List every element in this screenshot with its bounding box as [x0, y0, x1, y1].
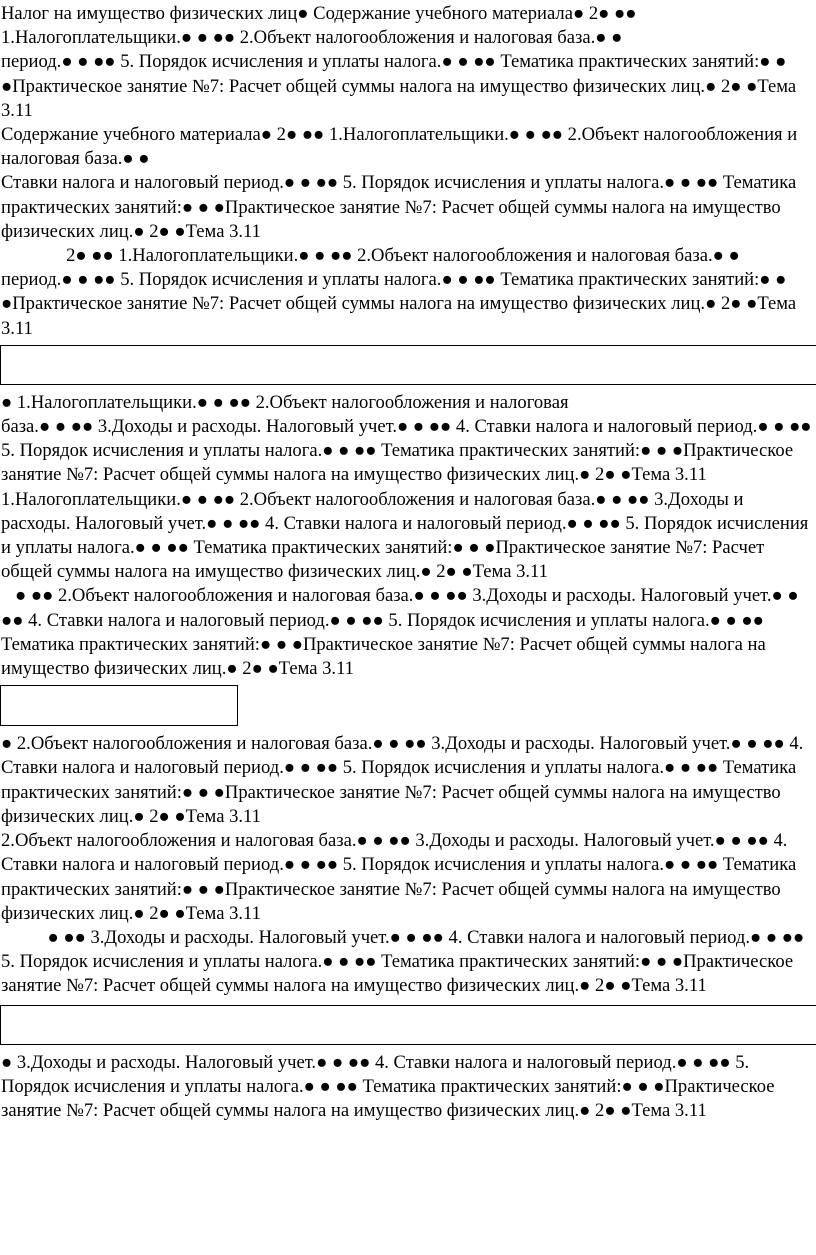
document-body	[0, 2, 816, 1123]
text-paragraph-10: ● 3.Доходы и расходы. Налоговый учет.● ● ●● 4. Ставки налога и налоговый период.● ● ●● 5. Порядок исчисления и уплаты налога.● ● ●● Тематика практических занятий:● ● ●Практическое занятие №7: Расчет общей суммы налога на имущество физических лиц.● 2● ●Тема 3.11	[1, 1051, 780, 1121]
text-paragraph-2: Содержание учебного материала● 2● ●● 1.Налогоплательщики.● ● ●● 2.Объект налогообложения и налоговая база.● ● Ставки налога и налоговый период.● ● ●● 5. Порядок исчисления и уплаты налога.● ● ●● Тематика практических занятий:● ● ●Практическое занятие №7: Расчет общей суммы налога на имущество физических лиц.● 2● ●Тема 3.11	[1, 124, 798, 242]
empty-table-cell	[0, 1005, 816, 1045]
text-paragraph-6: ● ●● 2.Объект налогообложения и налоговая база.● ● ●● 3.Доходы и расходы. Налоговый учет.● ● ●● 4. Ставки налога и налоговый период.● ● ●● 5. Порядок исчисления и уплаты налога.● ● ●● Тематика практических занятий:● ● ●Практическое занятие №7: Расчет общей суммы налога на имущество физических лиц.● 2● ●Тема 3.11	[1, 585, 804, 680]
text-paragraph-1: Налог на имущество физических лиц● Содержание учебного материала● 2● ●● 1.Налогоплательщики.● ● ●● 2.Объект налогообложения и налоговая база.● ● период.● ● ●● 5. Порядок исчисления и уплаты налога.● ● ●● Тематика практических занятий:● ● ●Практическое занятие №7: Расчет общей суммы налога на имущество физических лиц.● 2● ●Тема 3.11	[1, 3, 797, 121]
empty-table-cell	[0, 345, 816, 385]
text-paragraph-8: 2.Объект налогообложения и налоговая база.● ● ●● 3.Доходы и расходы. Налоговый учет.● ● ●● 4. Ставки налога и налоговый период.● ● ●● 5. Порядок исчисления и уплаты налога.● ● ●● Тематика практических занятий:● ● ●Практическое занятие №7: Расчет общей суммы налога на имущество физических лиц.● 2● ●Тема 3.11	[1, 830, 801, 924]
text-paragraph-5: 1.Налогоплательщики.● ● ●● 2.Объект налогообложения и налоговая база.● ● ●● 3.Доходы и расходы. Налоговый учет.● ● ●● 4. Ставки налога и налоговый период.● ● ●● 5. Порядок исчисления и уплаты налога.● ● ●● Тематика практических занятий:● ● ●Практическое занятие №7: Расчет общей суммы налога на имущество физических лиц.● 2● ●Тема 3.11	[1, 488, 813, 583]
empty-table-cell	[0, 685, 238, 726]
text-paragraph-3: 2● ●● 1.Налогоплательщики.● ● ●● 2.Объект налогообложения и налоговая база.● ● период.● ● ●● 5. Порядок исчисления и уплаты налога.● ● ●● Тематика практических занятий:● ● ●Практическое занятие №7: Расчет общей суммы налога на имущество физических лиц.● 2● ●Тема 3.11	[1, 245, 797, 339]
text-paragraph-7: ● 2.Объект налогообложения и налоговая база.● ● ●● 3.Доходы и расходы. Налоговый учет.● ● ●● 4. Ставки налога и налоговый период.● ● ●● 5. Порядок исчисления и уплаты налога.● ● ●● Тематика практических занятий:● ● ●Практическое занятие №7: Расчет общей суммы налога на имущество физических лиц.● 2● ●Тема 3.11	[1, 733, 808, 827]
text-paragraph-9: ● ●● 3.Доходы и расходы. Налоговый учет.● ● ●● 4. Ставки налога и налоговый период.● ● ●● 5. Порядок исчисления и уплаты налога.● ● ●● Тематика практических занятий:● ● ●Практическое занятие №7: Расчет общей суммы налога на имущество физических лиц.● 2● ●Тема 3.11	[1, 926, 809, 997]
text-paragraph-4: ● 1.Налогоплательщики.● ● ●● 2.Объект налогообложения и налоговая база.● ● ●● 3.Доходы и расходы. Налоговый учет.● ● ●● 4. Ставки налога и налоговый период.● ● ●● 5. Порядок исчисления и уплаты налога.● ● ●● Тематика практических занятий:● ● ●Практическое занятие №7: Расчет общей суммы налога на имущество физических лиц.● 2● ●Тема 3.11	[1, 391, 812, 486]
